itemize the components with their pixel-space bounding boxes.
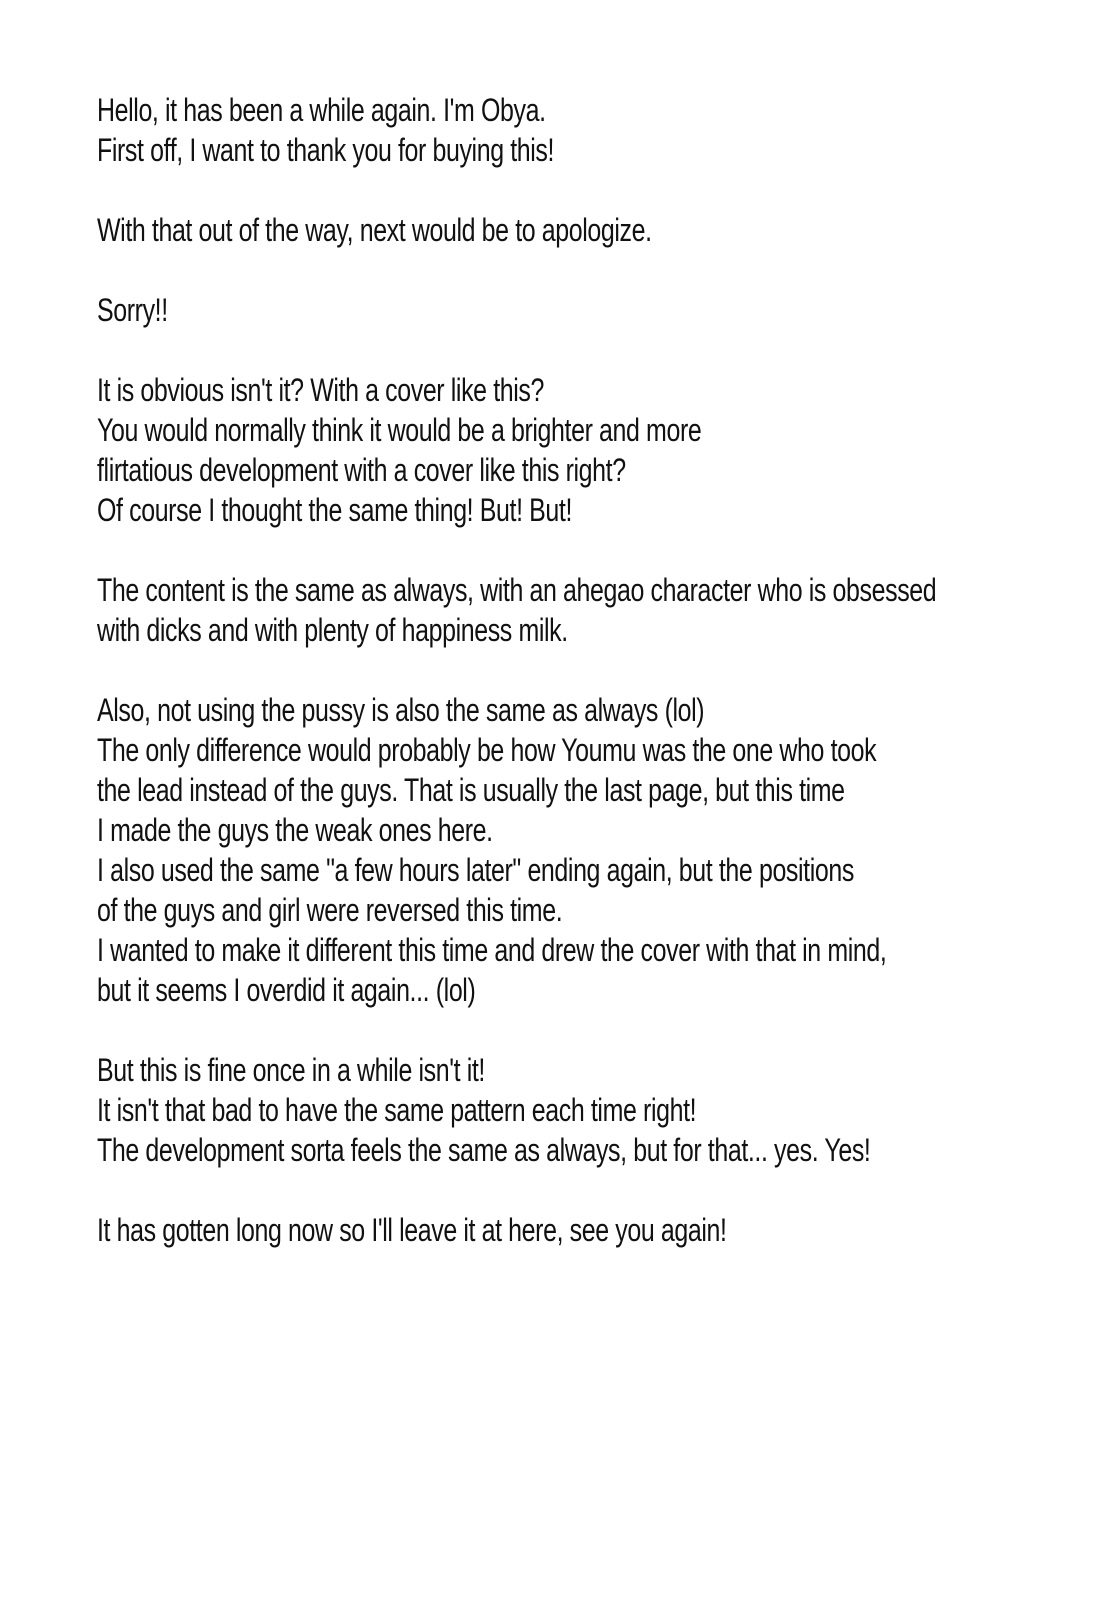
text-line: With that out of the way, next would be to apologize.	[97, 212, 652, 248]
paragraph	[97, 690, 1111, 1010]
afterword-text-block	[97, 90, 1111, 1290]
text-line: You would normally think it would be a brighter and more	[97, 412, 702, 448]
text-line: Hello, it has been a while again. I'm Obya.	[97, 92, 546, 128]
text-line: But this is fine once in a while isn't it!	[97, 1052, 485, 1088]
text-line: I wanted to make it different this time and drew the cover with that in mind,	[97, 932, 887, 968]
paragraph	[97, 90, 1111, 170]
text-line: but it seems I overdid it again... (lol)	[97, 972, 476, 1008]
paragraph	[97, 210, 1111, 250]
text-line: Sorry!!	[97, 292, 168, 328]
text-line: The only difference would probably be how Youmu was the one who took	[97, 732, 877, 768]
paragraph	[97, 370, 1111, 530]
text-line: It has gotten long now so I'll leave it at here, see you again!	[97, 1212, 727, 1248]
paragraph	[97, 1210, 1111, 1250]
text-line: flirtatious development with a cover like this right?	[97, 452, 626, 488]
text-line: with dicks and with plenty of happiness milk.	[97, 612, 568, 648]
paragraph	[97, 570, 1111, 650]
text-line: the lead instead of the guys. That is usually the last page, but this time	[97, 772, 845, 808]
text-line: The development sorta feels the same as always, but for that... yes. Yes!	[97, 1132, 871, 1168]
text-line: It isn't that bad to have the same pattern each time right!	[97, 1092, 697, 1128]
text-line: I also used the same "a few hours later" ending again, but the positions	[97, 852, 854, 888]
text-line: I made the guys the weak ones here.	[97, 812, 493, 848]
text-line: It is obvious isn't it? With a cover like this?	[97, 372, 544, 408]
text-line: Of course I thought the same thing! But! But!	[97, 492, 572, 528]
text-line: of the guys and girl were reversed this time.	[97, 892, 563, 928]
paragraph	[97, 290, 1111, 330]
text-line: Also, not using the pussy is also the same as always (lol)	[97, 692, 705, 728]
text-line: The content is the same as always, with an ahegao character who is obsessed	[97, 572, 937, 608]
paragraph	[97, 1050, 1111, 1170]
text-line: First off, I want to thank you for buying this!	[97, 132, 555, 168]
